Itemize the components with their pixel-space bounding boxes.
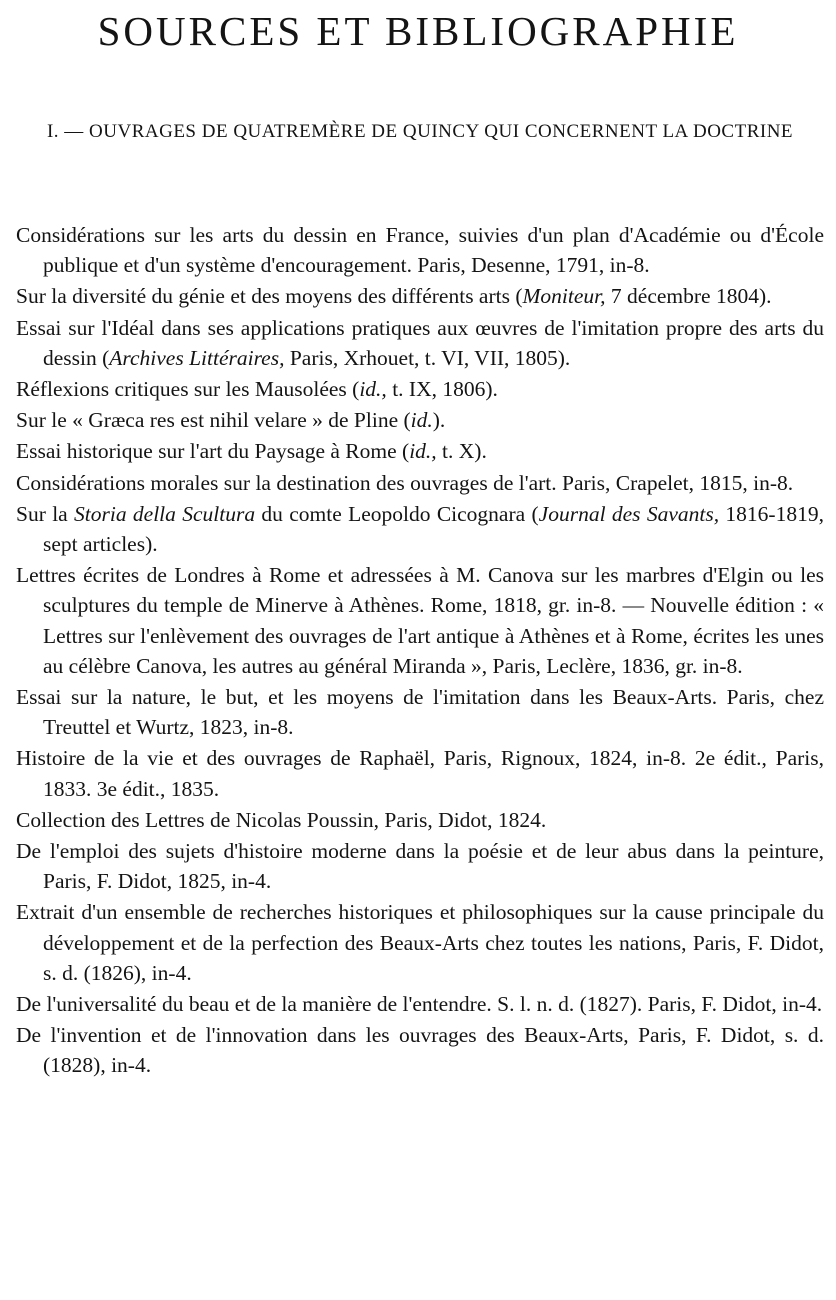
bibliography-entry [16,499,824,559]
entry-italic-text: Moniteur, [522,284,606,309]
bibliography-entry [16,560,824,681]
bibliography-entry [16,836,824,896]
entry-text: Sur la diversité du génie et des moyens des différents arts ( [16,284,523,309]
entry-text: Lettres écrites de Londres à Rome et adressées à M. Canova sur les marbres d'Elgin ou les sculptures du temple de Minerve à Athènes. Rome, 1818, gr. in-8. — Nouvelle édition : « Lettres sur l'enlèvement des ouvrages de l'art antique à Athènes et à Rome, écrites les unes au célèbre Canova, les autres au général Miranda », Paris, Leclère, 1836, gr. in-8. [16,563,824,678]
entry-text: Extrait d'un ensemble de recherches historiques et philosophiques sur la cause principale du développement et de la perfection des Beaux-Arts chez toutes les nations, Paris, F. Didot, s. d. (1826), in-4. [16,900,824,985]
bibliography-entry [16,468,824,498]
entry-text: Réflexions critiques sur les Mausolées ( [16,377,360,402]
entry-italic-text: Storia della Scultura [74,501,256,526]
entry-text: Histoire de la vie et des ouvrages de Raphaël, Paris, Rignoux, 1824, in-8. 2e édit., Paris, 1833. 3e édit., 1835. [16,746,824,801]
bibliography-entry [16,220,824,280]
entry-text: De l'invention et de l'innovation dans les ouvrages des Beaux-Arts, Paris, F. Didot, s. d. (1828), in-4. [16,1023,824,1078]
bibliography-entry [16,313,824,373]
entry-text: t. IX, 1806). [386,377,498,402]
entry-text: De l'emploi des sujets d'histoire moderne dans la poésie et de leur abus dans la peinture, Paris, F. Didot, 1825, in-4. [16,839,824,894]
entry-text: Sur la [16,501,75,526]
entry-text: Collection des Lettres de Nicolas Poussin, Paris, Didot, 1824. [16,807,547,832]
bibliography-list [16,220,824,1082]
entry-text: Essai sur la nature, le but, et les moyens de l'imitation dans les Beaux-Arts. Paris, chez Treuttel et Wurtz, 1823, in-8. [16,685,824,740]
bibliography-entry [16,989,824,1019]
entry-text: Essai historique sur l'art du Paysage à Rome ( [16,439,410,464]
entry-text: t. X). [436,439,487,464]
entry-text: De l'universalité du beau et de la manière de l'entendre. S. l. n. d. (1827). Paris, F. Didot, in-4. [16,992,823,1017]
bibliography-entry [16,897,824,988]
bibliography-entry [16,436,824,466]
entry-text: Essai sur l'Idéal dans ses applications pratiques aux œuvres de l'imitation propre des arts du dessin ( [16,315,824,370]
entry-italic-text: Archives Littéraires, [109,345,285,370]
entry-italic-text: id., [409,439,437,464]
bibliography-entry [16,374,824,404]
entry-italic-text: Journal des Savants, [538,501,720,526]
entry-text: 7 décembre 1804). [605,284,772,309]
bibliography-entry [16,743,824,803]
entry-text: Paris, Xrhouet, t. VI, VII, 1805). [284,345,571,370]
section-heading: I. — OUVRAGES DE QUATREMÈRE DE QUINCY QUI CONCERNENT LA DOCTRINE [46,121,794,142]
entry-text: Sur le « Græca res est nihil velare » de Pline ( [16,408,411,433]
entry-italic-text: id., [359,377,387,402]
entry-text: Considérations sur les arts du dessin en France, suivies d'un plan d'Académie ou d'École publique et d'un système d'encouragement. Paris, Desenne, 1791, in-8. [16,223,824,278]
entry-italic-text: id. [410,408,433,433]
bibliography-entry [16,405,824,435]
entry-text: Considérations morales sur la destination des ouvrages de l'art. Paris, Crapelet, 1815, in-8. [16,470,794,495]
bibliography-entry [16,1020,824,1080]
entry-text: ). [432,408,446,433]
bibliography-entry [16,805,824,835]
entry-text: 1816-1819, sept articles). [43,501,824,557]
page-title: SOURCES ET BIBLIOGRAPHIE [97,8,739,54]
bibliography-entry [16,682,824,742]
bibliography-entry [16,281,824,311]
entry-text: du comte Leopoldo Cicognara ( [255,501,539,526]
